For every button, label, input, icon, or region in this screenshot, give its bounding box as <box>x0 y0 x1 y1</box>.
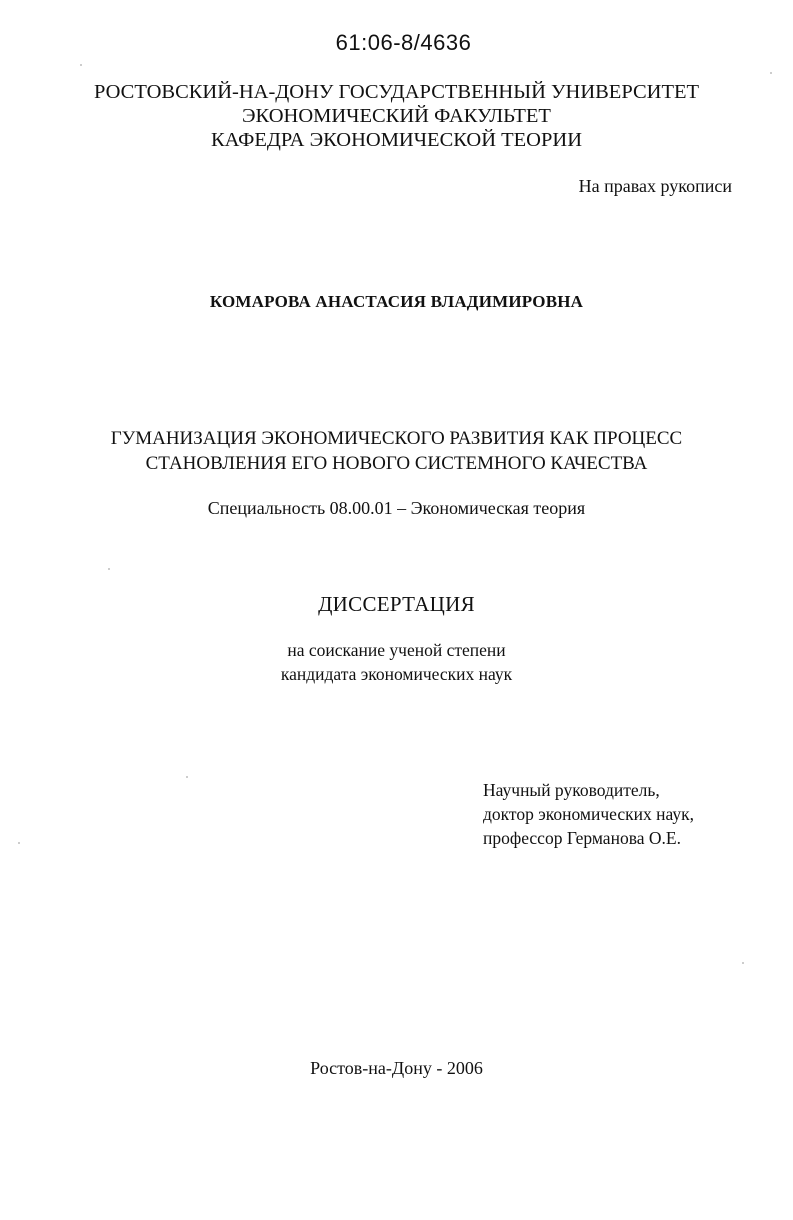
scan-speck <box>770 72 772 74</box>
thesis-title-line-1: ГУМАНИЗАЦИЯ ЭКОНОМИЧЕСКОГО РАЗВИТИЯ КАК ПРОЦЕСС <box>110 428 683 449</box>
supervisor-name: профессор Германова О.Е. <box>483 828 681 848</box>
university-name: РОСТОВСКИЙ-НА-ДОНУ ГОСУДАРСТВЕННЫЙ УНИВЕРСИТЕТ <box>93 81 700 103</box>
scan-speck <box>186 776 188 778</box>
place-and-year: Ростов-на-Дону - 2006 <box>310 1058 483 1078</box>
scan-speck <box>18 842 20 844</box>
faculty-name: ЭКОНОМИЧЕСКИЙ ФАКУЛЬТЕТ <box>242 105 551 127</box>
thesis-title-line-2: СТАНОВЛЕНИЯ ЕГО НОВОГО СИСТЕМНОГО КАЧЕСТВА <box>145 453 648 474</box>
author-name: КОМАРОВА АНАСТАСИЯ ВЛАДИМИРОВНА <box>209 292 584 311</box>
supervisor-role: Научный руководитель, <box>483 780 660 800</box>
scan-speck <box>742 962 744 964</box>
document-type: ДИССЕРТАЦИЯ <box>318 592 475 616</box>
degree-line-2: кандидата экономических наук <box>280 664 513 684</box>
manuscript-rights-note: На правах рукописи <box>578 176 732 196</box>
scan-speck <box>80 64 82 66</box>
scan-speck <box>108 568 110 570</box>
archive-code: 61:06-8/4636 <box>335 30 472 55</box>
supervisor-degree: доктор экономических наук, <box>483 804 694 824</box>
degree-line-1: на соискание ученой степени <box>287 640 506 660</box>
department-name: КАФЕДРА ЭКОНОМИЧЕСКОЙ ТЕОРИИ <box>210 129 582 151</box>
specialty: Специальность 08.00.01 – Экономическая теория <box>207 498 586 518</box>
